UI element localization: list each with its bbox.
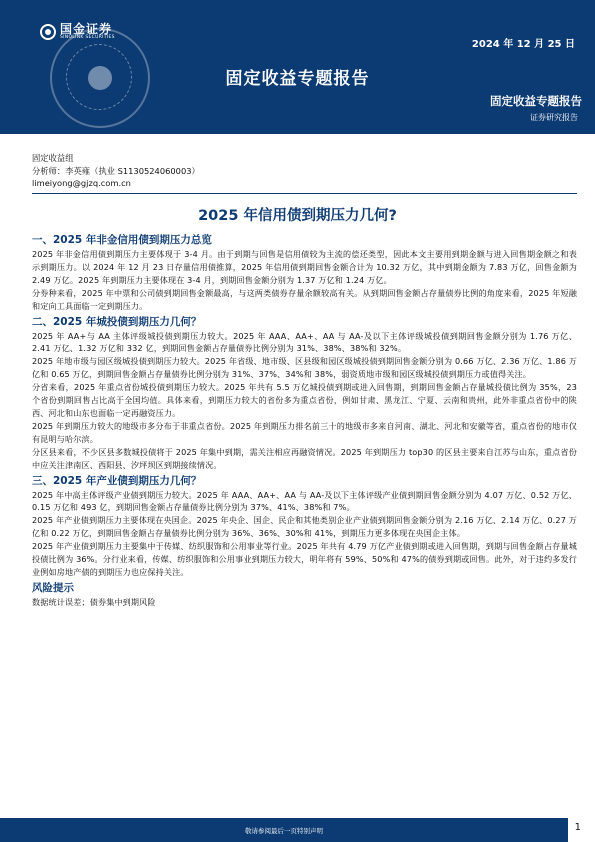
report-date: 2024 年 12 月 25 日 bbox=[471, 39, 575, 50]
paragraph: 2025 年中高主体评级产业债到期压力较大。2025 年 AAA、AA+、AA 与 AA-及以下主体评级产业债到期回售金额分别为 4.07 万亿、0.52 万亿、0.15 万亿和 493 亿，到期回售金额占存量债券比例分别为 37%、41%、38%和 7%。 bbox=[32, 489, 577, 513]
paragraph: 2025 年到期压力较大的地级市多分布于非重点省份。2025 年到期压力排名前三十的地级市多来自河南、湖北、河北和安徽等省，重点省份的地市仅有昆明与哈尔滨。 bbox=[32, 420, 577, 444]
analyst-line: 分析师：李英雍（执业 S1130524060003） bbox=[32, 165, 200, 176]
paragraph: 2025 年 AA+与 AA 主体评级城投债到期压力较大。2025 年 AAA、AA+、AA 与 AA-及以下主体评级城投债到期回售金额分别为 1.76 万亿、2.41 万亿、1.32 万亿和 332 亿，到期回售金额占存量债券比例分别为 31%、38%、38%和 32%。 bbox=[32, 330, 577, 354]
report-title: 2025 年信用债到期压力几何? bbox=[198, 208, 397, 224]
risk-heading: 风险提示 bbox=[32, 581, 74, 594]
risk-text: 数据统计误差；债券集中到期风险 bbox=[32, 596, 156, 607]
section-heading: 三、2025 年产业债到期压力几何？ bbox=[32, 474, 202, 487]
paragraph: 2025 年非金信用债到期压力主要体现于 3-4 月。由于到期与回售是信用债较为主流的偿还类型，因此本文主要用到期金额与进入回售期金额之和表示到期压力。以 2024 年 12 月 23 日存量信用债推算，2025 年信用债到期回售金额合计为 10.32 万亿，其中到期金额为 7.83 万亿，回售金额为 2.49 万亿。2025 年到期压力主要体现在 3-4 月，到期回售金额分别为 1.37 万亿和 1.24 万亿。 bbox=[32, 249, 577, 285]
page-number: 1 bbox=[574, 822, 581, 833]
paragraph: 分区县来看，不少区县多数城投债将于 2025 年集中到期，需关注相应再融资情况。2025 年到期压力 top30 的区县主要来自江苏与山东，重点省份中应关注津南区、西阳县、汐坪坝区到期接续情况。 bbox=[32, 446, 577, 470]
banner-title: 固定收益专题报告 bbox=[225, 69, 370, 89]
analyst-email[interactable]: limeiyong@gjzq.com.cn bbox=[32, 178, 131, 188]
company-logo bbox=[40, 23, 115, 41]
paragraph: 2025 年地市级与园区级城投债到期压力较大。2025 年省级、地市级、区县级和园区级城投债到期回售金额分别为 0.66 万亿、2.36 万亿、1.86 万亿和 0.65 万亿，到期回售金额占存量债券比例分别为 31%、37%、34%和 38%，弱资质地市级和园区级城投债到期压力或值得关注。 bbox=[32, 356, 577, 380]
author-info bbox=[32, 152, 200, 190]
banner-category: 证券研究报告 bbox=[530, 113, 578, 122]
paragraph: 分券种来看，2025 年中票和公司债到期回售金额最高，与这两类债券存量余额较高有关。从到期回售金额占存量债券比例的角度来看，2025 年短融和定向工具面临一定到期压力。 bbox=[32, 287, 577, 311]
disclaimer-note[interactable]: 敬请参阅最后一页特别声明 bbox=[245, 827, 323, 835]
section-heading: 二、2025 年城投债到期压力几何？ bbox=[32, 315, 202, 328]
section-heading: 一、2025 年非金信用债到期压力总览 bbox=[32, 234, 212, 246]
report-body bbox=[32, 231, 577, 609]
logo-text-cn: 国金证券 bbox=[60, 22, 113, 36]
header-banner bbox=[0, 0, 595, 134]
divider-line bbox=[32, 193, 577, 194]
paragraph: 2025 年产业债到期压力主要体现在央国企。2025 年央企、国企、民企和其他类别企业产业债到期回售金额分别为 2.16 万亿、2.14 万亿、0.27 万亿和 0.22 万亿，到期回售金额占存量债券比例分别为 36%、36%、30%和 41%，到期压力更多体现在央国企主体。 bbox=[32, 515, 577, 539]
paragraph: 2025 年产业债到期压力主要集中于传媒、纺织服饰和公用事业等行业。2025 年共有 4.79 万亿产业债到期或进入回售期，到期与回售金额占存量城投债比例为 36%。分行业来看，传媒、纺织服饰和公用事业到期压力较大，明年将有 59%、50%和 47%的债券到期或回售。此外，对于违约多发行业例如房地产债的到期压力也应保持关注。 bbox=[32, 541, 577, 577]
banner-subtitle: 固定收益专题报告 bbox=[490, 94, 582, 108]
team-name: 固定收益组 bbox=[32, 153, 74, 163]
paragraph: 分省来看，2025 年重点省份城投债到期压力较大。2025 年共有 5.5 万亿城投债到期或进入回售期，到期回售金额占存量城投债比例为 35%，23 个省份到期回售占比高于全国均值。具体来看，到期压力较大的省份多为重点省份，例如甘肃、黑龙江、宁夏、云南和贵州，此外非重点省份中的陕西、河北和山东也面临一定再融资压力。 bbox=[32, 382, 577, 418]
logo-icon bbox=[40, 24, 56, 40]
logo-text-en: SINOLINK SECURITIES bbox=[60, 35, 115, 40]
